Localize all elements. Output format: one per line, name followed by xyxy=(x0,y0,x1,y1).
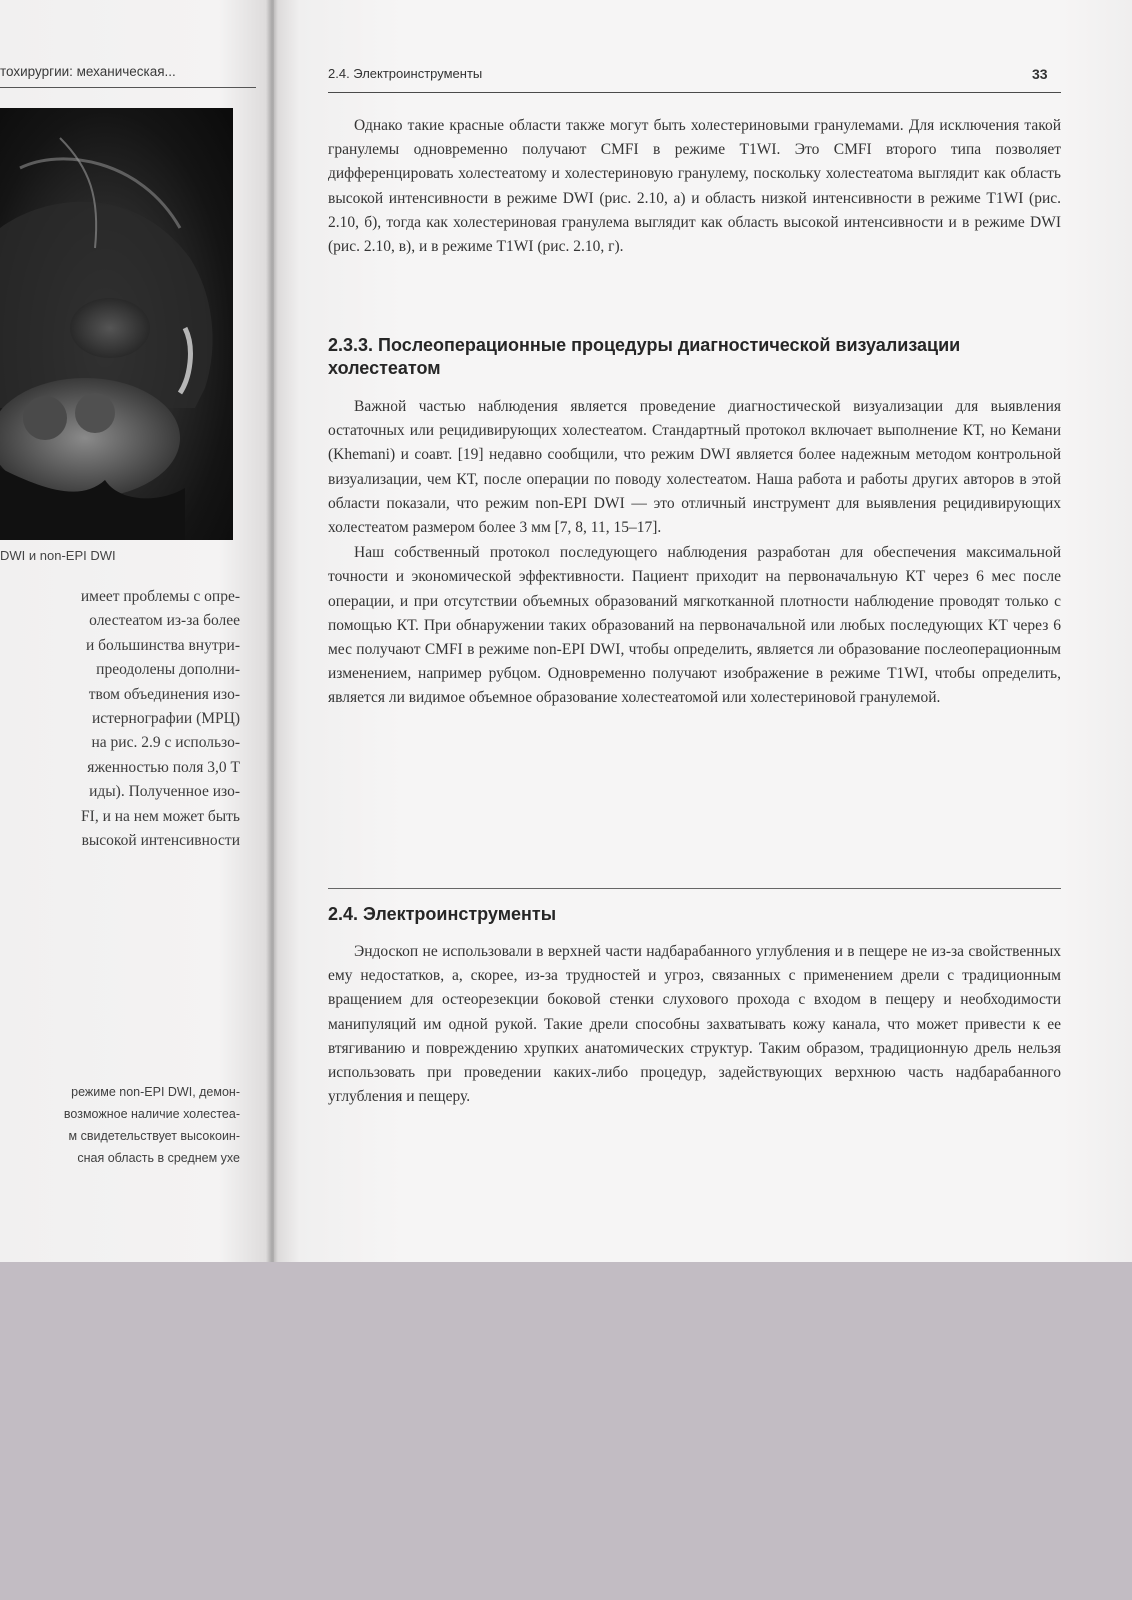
left-body-line: имеет проблемы с опре- xyxy=(80,588,240,605)
left-figure-text xyxy=(0,1081,240,1169)
page-number: 33 xyxy=(1032,66,1048,82)
paragraph: Однако такие красные области также могут быть холестериновыми гранулемами. Для исключения такой гранулемы одновременно получают CMFI в режиме T1WI. Это CMFI второго типа позволяет дифференцировать холестеатому и холестериновую гранулему, поскольку холестеатома выглядит как область высокой интенсивности в режиме DWI (рис. 2.10, а) и область низкой интенсивности в режиме T1WI (рис. 2.10, б), тогда как холестериновая гранулема выглядит как область высокой интенсивности и в режиме DWI (рис. 2.10, в), и в режиме T1WI (рис. 2.10, г). xyxy=(328,117,1061,256)
left-body-line: иды). Полученное изо- xyxy=(89,783,240,801)
left-figure-line: возможное наличие холестеа- xyxy=(63,1107,240,1121)
section-2-3-3-body xyxy=(328,395,1061,711)
right-running-header: 2.4. Электроинструменты xyxy=(328,66,483,81)
left-body-line: и большинства внутри- xyxy=(86,636,240,654)
right-page xyxy=(274,0,1132,1262)
section-heading: 2.4. Электроинструменты xyxy=(328,904,557,924)
left-figure-line: сная область в среднем ухе xyxy=(77,1151,240,1165)
section-2-4 xyxy=(328,903,1061,926)
left-body-text xyxy=(0,585,240,853)
paragraph: Важной частью наблюдения является проведение диагностической визуализации для выявления остаточных или рецидивирующих холестеатом. Стандартный протокол включает выполнение КТ, но Кемани (Khemani) и соавт. [19] недавно сообщили, что режим DWI является более надежным методом контрольной визуализации, чем КТ, после операции по поводу холестеатом. Наша работа и работы других авторов в этой области показали, что режим non-EPI DWI — это отличный инструмент для выявления рецидивирующих холестеатом размером более 3 мм [7, 8, 11, 15–17]. xyxy=(328,398,1061,537)
left-body-line: истернографии (МРЦ) xyxy=(91,710,240,728)
book-gutter xyxy=(266,0,278,1262)
left-body-line: преодолены дополни- xyxy=(96,661,240,679)
mri-scan-drawing xyxy=(0,108,233,540)
left-body-line: высокой интенсивности xyxy=(81,832,240,850)
left-page xyxy=(0,0,274,1262)
left-header-rule xyxy=(0,87,256,88)
right-header-rule xyxy=(328,92,1061,93)
section-2-4-body xyxy=(328,940,1061,1109)
left-body-line: яженностью поля 3,0 Т xyxy=(87,758,240,776)
paragraph: Наш собственный протокол последующего наблюдения разработан для обеспечения максимальной точности и экономической эффективности. Пациент приходит на первоначальную КТ через 6 мес после операции, и при отсутствии объемных образований мягкотканной плотности наблюдение проводят только с помощью КТ. При обнаружении таких образований на первоначальной или любых последующих КТ через 6 мес получают CMFI в режиме non-EPI DWI, чтобы определить, является ли образование послеоперационным изменением, например рубцом. Одновременно получают изображение в режиме T1WI, чтобы определить, является ли видимое объемное образование холестеатомой или холестериновой гранулемой. xyxy=(328,544,1061,707)
intro-paragraph-block xyxy=(328,114,1061,259)
left-body-line: твом объединения изо- xyxy=(88,685,240,703)
paragraph: Эндоскоп не использовали в верхней части надбарабанного углубления и в пещере не из-за свойственных ему недостатков, а, скорее, из-за трудностей и угроз, связанных с применением дрели с традиционным вращением для остеорезекции боковой стенки слухового прохода с входом в пещеру и необходимости манипуляций им одной рукой. Такие дрели способны захватывать кожу канала, что может привести к ее втягиванию и повреждению хрупких анатомических структур. Таким образом, традиционную дрель нельзя использовать при проведении каких-либо процедур, задействующих верхнюю часть надбарабанного углубления и пещеру. xyxy=(328,943,1061,1106)
left-body-line: олестеатом из-за более xyxy=(89,612,240,630)
left-body-line: на рис. 2.9 с использо- xyxy=(91,734,240,752)
section-2-3-3 xyxy=(328,334,1061,380)
left-figure-caption: DWI и non-EPI DWI xyxy=(0,548,116,563)
left-figure-line: режиме non-EPI DWI, демон- xyxy=(71,1085,240,1099)
section-heading: 2.3.3. Послеоперационные процедуры диагностической визуализации холестеатом xyxy=(328,335,961,378)
left-running-header: тохирургии: механическая... xyxy=(0,64,176,79)
mri-scan-image xyxy=(0,108,233,540)
section-divider xyxy=(328,888,1061,889)
left-body-line: FI, и на нем может быть xyxy=(81,807,240,825)
left-figure-line: м свидетельствует высокоин- xyxy=(68,1129,240,1143)
